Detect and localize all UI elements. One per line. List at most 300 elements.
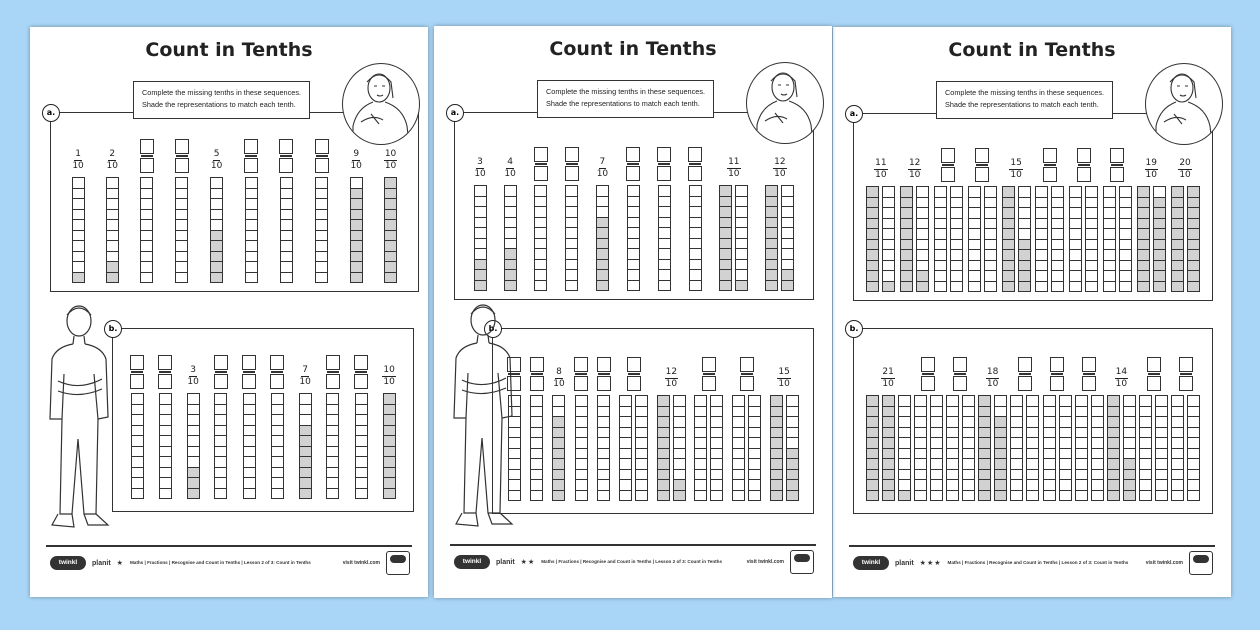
numerator-box[interactable] xyxy=(1179,357,1193,372)
tenth-cell[interactable] xyxy=(711,490,722,501)
tenth-cell[interactable] xyxy=(188,414,199,425)
tenth-cell[interactable] xyxy=(749,469,760,480)
numerator-box[interactable] xyxy=(1018,357,1032,372)
tenth-cell[interactable] xyxy=(1172,458,1183,469)
shaded-tenth-cell[interactable] xyxy=(385,240,396,251)
tenth-cell[interactable] xyxy=(733,458,744,469)
shaded-tenth-cell[interactable] xyxy=(300,488,311,499)
tenth-cell[interactable] xyxy=(659,248,670,259)
tenth-cell[interactable] xyxy=(628,186,639,196)
tenth-cell[interactable] xyxy=(947,469,958,480)
tenth-cell[interactable] xyxy=(1011,490,1022,501)
tenth-cell[interactable] xyxy=(244,456,255,467)
tenth-cell[interactable] xyxy=(505,196,516,207)
shaded-tenth-cell[interactable] xyxy=(211,240,222,251)
tenth-cell[interactable] xyxy=(1086,281,1097,292)
tenth-cell[interactable] xyxy=(749,406,760,417)
tenth-cell[interactable] xyxy=(1060,448,1071,459)
shaded-tenth-cell[interactable] xyxy=(867,207,878,218)
numerator-box[interactable] xyxy=(244,139,258,154)
blank-fraction-input[interactable] xyxy=(627,357,641,391)
tenth-cell[interactable] xyxy=(1092,427,1103,438)
tenth-cell[interactable] xyxy=(188,446,199,457)
tenth-cell[interactable] xyxy=(598,406,609,417)
tenth-cell[interactable] xyxy=(620,406,631,417)
shaded-tenth-cell[interactable] xyxy=(475,259,486,270)
tenth-cell[interactable] xyxy=(1124,396,1135,406)
tenth-cell[interactable] xyxy=(1060,416,1071,427)
tenth-cell[interactable] xyxy=(695,437,706,448)
tenth-cell[interactable] xyxy=(505,186,516,196)
tenth-cell[interactable] xyxy=(1092,490,1103,501)
tenth-cell[interactable] xyxy=(985,228,996,239)
tenth-cell[interactable] xyxy=(160,467,171,478)
tenth-cell[interactable] xyxy=(1027,396,1038,406)
shaded-tenth-cell[interactable] xyxy=(351,219,362,230)
tenth-cell[interactable] xyxy=(1092,406,1103,417)
tenth-cell[interactable] xyxy=(215,414,226,425)
tenth-cell[interactable] xyxy=(160,404,171,415)
tenth-cell[interactable] xyxy=(628,238,639,249)
tenth-cell[interactable] xyxy=(1104,270,1115,281)
tenth-cell[interactable] xyxy=(211,209,222,220)
tenth-cell[interactable] xyxy=(327,488,338,499)
shaded-tenth-cell[interactable] xyxy=(1138,207,1149,218)
shaded-tenth-cell[interactable] xyxy=(867,396,878,406)
shaded-tenth-cell[interactable] xyxy=(720,217,731,228)
tenth-cell[interactable] xyxy=(281,251,292,262)
shaded-tenth-cell[interactable] xyxy=(1154,218,1165,229)
tenth-cell[interactable] xyxy=(690,227,701,238)
tenth-cell[interactable] xyxy=(531,479,542,490)
shaded-tenth-cell[interactable] xyxy=(1172,281,1183,292)
shaded-tenth-cell[interactable] xyxy=(553,448,564,459)
tenth-cell[interactable] xyxy=(1044,437,1055,448)
tenth-cell[interactable] xyxy=(1027,479,1038,490)
shaded-tenth-cell[interactable] xyxy=(979,458,990,469)
tenth-cell[interactable] xyxy=(1070,207,1081,218)
tenth-cell[interactable] xyxy=(73,209,84,220)
denominator-box[interactable] xyxy=(244,158,258,173)
denominator-box[interactable] xyxy=(1179,376,1193,391)
shaded-tenth-cell[interactable] xyxy=(766,206,777,217)
tenth-cell[interactable] xyxy=(215,477,226,488)
tenth-cell[interactable] xyxy=(188,435,199,446)
shaded-tenth-cell[interactable] xyxy=(1003,187,1014,197)
tenth-cell[interactable] xyxy=(1044,406,1055,417)
shaded-tenth-cell[interactable] xyxy=(1003,228,1014,239)
shaded-tenth-cell[interactable] xyxy=(300,446,311,457)
tenth-cell[interactable] xyxy=(272,435,283,446)
tenth-cell[interactable] xyxy=(749,396,760,406)
tenth-cell[interactable] xyxy=(1019,228,1030,239)
tenth-cell[interactable] xyxy=(535,269,546,280)
numerator-box[interactable] xyxy=(627,357,641,372)
tenth-cell[interactable] xyxy=(695,479,706,490)
tenth-cell[interactable] xyxy=(995,406,1006,417)
tenth-cell[interactable] xyxy=(883,218,894,229)
shaded-tenth-cell[interactable] xyxy=(1124,490,1135,501)
tenth-cell[interactable] xyxy=(931,427,942,438)
tenth-cell[interactable] xyxy=(1156,490,1167,501)
tenth-cell[interactable] xyxy=(356,435,367,446)
tenth-cell[interactable] xyxy=(160,488,171,499)
tenth-cell[interactable] xyxy=(281,209,292,220)
shaded-tenth-cell[interactable] xyxy=(597,217,608,228)
tenth-cell[interactable] xyxy=(733,479,744,490)
tenth-cell[interactable] xyxy=(733,406,744,417)
tenth-cell[interactable] xyxy=(628,217,639,228)
tenth-cell[interactable] xyxy=(915,406,926,417)
tenth-cell[interactable] xyxy=(782,227,793,238)
tenth-cell[interactable] xyxy=(1124,406,1135,417)
tenth-cell[interactable] xyxy=(782,259,793,270)
shaded-tenth-cell[interactable] xyxy=(351,209,362,220)
shaded-tenth-cell[interactable] xyxy=(1138,197,1149,208)
tenth-cell[interactable] xyxy=(316,188,327,199)
shaded-tenth-cell[interactable] xyxy=(867,281,878,292)
denominator-box[interactable] xyxy=(941,167,955,182)
tenth-cell[interactable] xyxy=(176,230,187,241)
numerator-box[interactable] xyxy=(953,357,967,372)
tenth-cell[interactable] xyxy=(1076,396,1087,406)
tenth-cell[interactable] xyxy=(244,425,255,436)
tenth-cell[interactable] xyxy=(535,206,546,217)
tenth-cell[interactable] xyxy=(141,198,152,209)
shaded-tenth-cell[interactable] xyxy=(384,488,395,499)
tenth-cell[interactable] xyxy=(1052,228,1063,239)
tenth-cell[interactable] xyxy=(356,425,367,436)
tenth-cell[interactable] xyxy=(316,178,327,188)
shaded-tenth-cell[interactable] xyxy=(720,269,731,280)
tenth-cell[interactable] xyxy=(132,414,143,425)
tenth-cell[interactable] xyxy=(636,490,647,501)
tenth-cell[interactable] xyxy=(1036,218,1047,229)
denominator-box[interactable] xyxy=(130,374,144,389)
tenth-cell[interactable] xyxy=(917,249,928,260)
tenth-cell[interactable] xyxy=(690,280,701,291)
tenth-cell[interactable] xyxy=(475,227,486,238)
numerator-box[interactable] xyxy=(921,357,935,372)
tenth-cell[interactable] xyxy=(736,248,747,259)
shaded-tenth-cell[interactable] xyxy=(300,456,311,467)
tenth-cell[interactable] xyxy=(1086,228,1097,239)
tenth-cell[interactable] xyxy=(215,435,226,446)
tenth-cell[interactable] xyxy=(1104,207,1115,218)
denominator-box[interactable] xyxy=(740,376,754,391)
tenth-cell[interactable] xyxy=(475,238,486,249)
tenth-cell[interactable] xyxy=(1052,239,1063,250)
shaded-tenth-cell[interactable] xyxy=(771,396,782,406)
shaded-tenth-cell[interactable] xyxy=(505,259,516,270)
tenth-cell[interactable] xyxy=(1052,197,1063,208)
tenth-cell[interactable] xyxy=(883,197,894,208)
tenth-cell[interactable] xyxy=(281,230,292,241)
shaded-tenth-cell[interactable] xyxy=(883,416,894,427)
tenth-cell[interactable] xyxy=(160,446,171,457)
tenth-cell[interactable] xyxy=(1104,218,1115,229)
tenth-cell[interactable] xyxy=(899,427,910,438)
tenth-cell[interactable] xyxy=(356,456,367,467)
tenth-cell[interactable] xyxy=(272,446,283,457)
tenth-cell[interactable] xyxy=(695,469,706,480)
tenth-cell[interactable] xyxy=(246,240,257,251)
tenth-cell[interactable] xyxy=(300,404,311,415)
tenth-cell[interactable] xyxy=(576,458,587,469)
shaded-tenth-cell[interactable] xyxy=(658,469,669,480)
tenth-cell[interactable] xyxy=(1044,458,1055,469)
tenth-cell[interactable] xyxy=(931,448,942,459)
shaded-tenth-cell[interactable] xyxy=(597,227,608,238)
tenth-cell[interactable] xyxy=(915,479,926,490)
tenth-cell[interactable] xyxy=(356,404,367,415)
shaded-tenth-cell[interactable] xyxy=(1003,260,1014,271)
tenth-cell[interactable] xyxy=(1044,416,1055,427)
shaded-tenth-cell[interactable] xyxy=(901,228,912,239)
shaded-tenth-cell[interactable] xyxy=(475,280,486,291)
tenth-cell[interactable] xyxy=(711,406,722,417)
shaded-tenth-cell[interactable] xyxy=(720,248,731,259)
tenth-cell[interactable] xyxy=(327,467,338,478)
tenth-cell[interactable] xyxy=(1052,218,1063,229)
tenth-cell[interactable] xyxy=(1019,207,1030,218)
shaded-tenth-cell[interactable] xyxy=(188,477,199,488)
tenth-cell[interactable] xyxy=(1011,416,1022,427)
shaded-tenth-cell[interactable] xyxy=(1138,228,1149,239)
tenth-cell[interactable] xyxy=(782,238,793,249)
tenth-cell[interactable] xyxy=(733,427,744,438)
shaded-tenth-cell[interactable] xyxy=(883,479,894,490)
shaded-tenth-cell[interactable] xyxy=(351,261,362,272)
tenth-cell[interactable] xyxy=(963,469,974,480)
tenth-cell[interactable] xyxy=(1120,249,1131,260)
tenth-cell[interactable] xyxy=(107,230,118,241)
shaded-tenth-cell[interactable] xyxy=(385,188,396,199)
blank-fraction-input[interactable] xyxy=(1110,148,1124,182)
tenth-cell[interactable] xyxy=(531,396,542,406)
numerator-box[interactable] xyxy=(315,139,329,154)
shaded-tenth-cell[interactable] xyxy=(658,458,669,469)
tenth-cell[interactable] xyxy=(1060,406,1071,417)
tenth-cell[interactable] xyxy=(935,197,946,208)
tenth-cell[interactable] xyxy=(141,251,152,262)
tenth-cell[interactable] xyxy=(531,437,542,448)
tenth-cell[interactable] xyxy=(947,416,958,427)
shaded-tenth-cell[interactable] xyxy=(1003,197,1014,208)
tenth-cell[interactable] xyxy=(356,477,367,488)
tenth-cell[interactable] xyxy=(316,209,327,220)
tenth-cell[interactable] xyxy=(272,394,283,404)
shaded-tenth-cell[interactable] xyxy=(867,479,878,490)
tenth-cell[interactable] xyxy=(215,425,226,436)
tenth-cell[interactable] xyxy=(690,206,701,217)
tenth-cell[interactable] xyxy=(1027,406,1038,417)
shaded-tenth-cell[interactable] xyxy=(995,427,1006,438)
tenth-cell[interactable] xyxy=(711,437,722,448)
shaded-tenth-cell[interactable] xyxy=(1003,249,1014,260)
tenth-cell[interactable] xyxy=(1104,249,1115,260)
tenth-cell[interactable] xyxy=(711,479,722,490)
tenth-cell[interactable] xyxy=(1172,448,1183,459)
tenth-cell[interactable] xyxy=(215,446,226,457)
shaded-tenth-cell[interactable] xyxy=(883,490,894,501)
shaded-tenth-cell[interactable] xyxy=(995,479,1006,490)
shaded-tenth-cell[interactable] xyxy=(553,469,564,480)
shaded-tenth-cell[interactable] xyxy=(73,272,84,283)
numerator-box[interactable] xyxy=(1147,357,1161,372)
shaded-tenth-cell[interactable] xyxy=(979,469,990,480)
numerator-box[interactable] xyxy=(574,357,588,372)
tenth-cell[interactable] xyxy=(1120,187,1131,197)
tenth-cell[interactable] xyxy=(351,178,362,188)
shaded-tenth-cell[interactable] xyxy=(1138,218,1149,229)
tenth-cell[interactable] xyxy=(1092,416,1103,427)
tenth-cell[interactable] xyxy=(566,196,577,207)
tenth-cell[interactable] xyxy=(531,490,542,501)
tenth-cell[interactable] xyxy=(985,197,996,208)
tenth-cell[interactable] xyxy=(915,416,926,427)
shaded-tenth-cell[interactable] xyxy=(720,280,731,291)
tenth-cell[interactable] xyxy=(505,217,516,228)
shaded-tenth-cell[interactable] xyxy=(720,186,731,196)
tenth-cell[interactable] xyxy=(141,230,152,241)
numerator-box[interactable] xyxy=(1082,357,1096,372)
tenth-cell[interactable] xyxy=(1140,416,1151,427)
denominator-box[interactable] xyxy=(921,376,935,391)
blank-fraction-input[interactable] xyxy=(279,139,293,173)
tenth-cell[interactable] xyxy=(475,186,486,196)
tenth-cell[interactable] xyxy=(951,197,962,208)
tenth-cell[interactable] xyxy=(1036,270,1047,281)
tenth-cell[interactable] xyxy=(695,427,706,438)
tenth-cell[interactable] xyxy=(1140,469,1151,480)
denominator-box[interactable] xyxy=(279,158,293,173)
tenth-cell[interactable] xyxy=(1120,228,1131,239)
tenth-cell[interactable] xyxy=(883,187,894,197)
shaded-tenth-cell[interactable] xyxy=(720,238,731,249)
shaded-tenth-cell[interactable] xyxy=(1172,249,1183,260)
shaded-tenth-cell[interactable] xyxy=(901,239,912,250)
tenth-cell[interactable] xyxy=(1156,437,1167,448)
tenth-cell[interactable] xyxy=(935,207,946,218)
tenth-cell[interactable] xyxy=(1076,469,1087,480)
shaded-tenth-cell[interactable] xyxy=(385,178,396,188)
denominator-box[interactable] xyxy=(315,158,329,173)
tenth-cell[interactable] xyxy=(985,187,996,197)
shaded-tenth-cell[interactable] xyxy=(720,259,731,270)
shaded-tenth-cell[interactable] xyxy=(1172,187,1183,197)
tenth-cell[interactable] xyxy=(915,490,926,501)
tenth-cell[interactable] xyxy=(531,469,542,480)
tenth-cell[interactable] xyxy=(598,469,609,480)
shaded-tenth-cell[interactable] xyxy=(1172,228,1183,239)
shaded-tenth-cell[interactable] xyxy=(658,396,669,406)
numerator-box[interactable] xyxy=(1110,148,1124,163)
tenth-cell[interactable] xyxy=(695,416,706,427)
tenth-cell[interactable] xyxy=(951,187,962,197)
tenth-cell[interactable] xyxy=(475,206,486,217)
tenth-cell[interactable] xyxy=(963,479,974,490)
tenth-cell[interactable] xyxy=(733,416,744,427)
shaded-tenth-cell[interactable] xyxy=(1188,218,1199,229)
tenth-cell[interactable] xyxy=(281,198,292,209)
tenth-cell[interactable] xyxy=(947,396,958,406)
tenth-cell[interactable] xyxy=(931,396,942,406)
tenth-cell[interactable] xyxy=(281,178,292,188)
tenth-cell[interactable] xyxy=(749,427,760,438)
blank-fraction-input[interactable] xyxy=(953,357,967,391)
tenth-cell[interactable] xyxy=(1036,197,1047,208)
denominator-box[interactable] xyxy=(1077,167,1091,182)
tenth-cell[interactable] xyxy=(1086,197,1097,208)
tenth-cell[interactable] xyxy=(659,259,670,270)
shaded-tenth-cell[interactable] xyxy=(771,469,782,480)
shaded-tenth-cell[interactable] xyxy=(597,248,608,259)
tenth-cell[interactable] xyxy=(1104,260,1115,271)
tenth-cell[interactable] xyxy=(160,414,171,425)
denominator-box[interactable] xyxy=(242,374,256,389)
tenth-cell[interactable] xyxy=(576,406,587,417)
shaded-tenth-cell[interactable] xyxy=(901,281,912,292)
tenth-cell[interactable] xyxy=(963,427,974,438)
tenth-cell[interactable] xyxy=(969,207,980,218)
tenth-cell[interactable] xyxy=(636,406,647,417)
blank-fraction-input[interactable] xyxy=(597,357,611,391)
tenth-cell[interactable] xyxy=(899,416,910,427)
tenth-cell[interactable] xyxy=(947,427,958,438)
shaded-tenth-cell[interactable] xyxy=(658,437,669,448)
tenth-cell[interactable] xyxy=(1060,437,1071,448)
tenth-cell[interactable] xyxy=(749,479,760,490)
tenth-cell[interactable] xyxy=(281,188,292,199)
shaded-tenth-cell[interactable] xyxy=(1154,197,1165,208)
denominator-box[interactable] xyxy=(1147,376,1161,391)
tenth-cell[interactable] xyxy=(576,448,587,459)
tenth-cell[interactable] xyxy=(1120,197,1131,208)
shaded-tenth-cell[interactable] xyxy=(1108,479,1119,490)
shaded-tenth-cell[interactable] xyxy=(1172,239,1183,250)
tenth-cell[interactable] xyxy=(711,416,722,427)
shaded-tenth-cell[interactable] xyxy=(384,456,395,467)
tenth-cell[interactable] xyxy=(1104,239,1115,250)
shaded-tenth-cell[interactable] xyxy=(658,416,669,427)
shaded-tenth-cell[interactable] xyxy=(720,206,731,217)
tenth-cell[interactable] xyxy=(281,240,292,251)
tenth-cell[interactable] xyxy=(690,269,701,280)
tenth-cell[interactable] xyxy=(188,456,199,467)
numerator-box[interactable] xyxy=(214,355,228,370)
shaded-tenth-cell[interactable] xyxy=(1188,260,1199,271)
denominator-box[interactable] xyxy=(354,374,368,389)
tenth-cell[interactable] xyxy=(659,206,670,217)
shaded-tenth-cell[interactable] xyxy=(995,448,1006,459)
tenth-cell[interactable] xyxy=(1104,197,1115,208)
shaded-tenth-cell[interactable] xyxy=(597,280,608,291)
tenth-cell[interactable] xyxy=(188,394,199,404)
tenth-cell[interactable] xyxy=(1019,218,1030,229)
tenth-cell[interactable] xyxy=(951,218,962,229)
numerator-box[interactable] xyxy=(597,357,611,372)
tenth-cell[interactable] xyxy=(951,207,962,218)
tenth-cell[interactable] xyxy=(695,458,706,469)
shaded-tenth-cell[interactable] xyxy=(867,406,878,417)
tenth-cell[interactable] xyxy=(598,479,609,490)
tenth-cell[interactable] xyxy=(246,230,257,241)
shaded-tenth-cell[interactable] xyxy=(1019,260,1030,271)
tenth-cell[interactable] xyxy=(535,227,546,238)
tenth-cell[interactable] xyxy=(935,260,946,271)
tenth-cell[interactable] xyxy=(690,217,701,228)
